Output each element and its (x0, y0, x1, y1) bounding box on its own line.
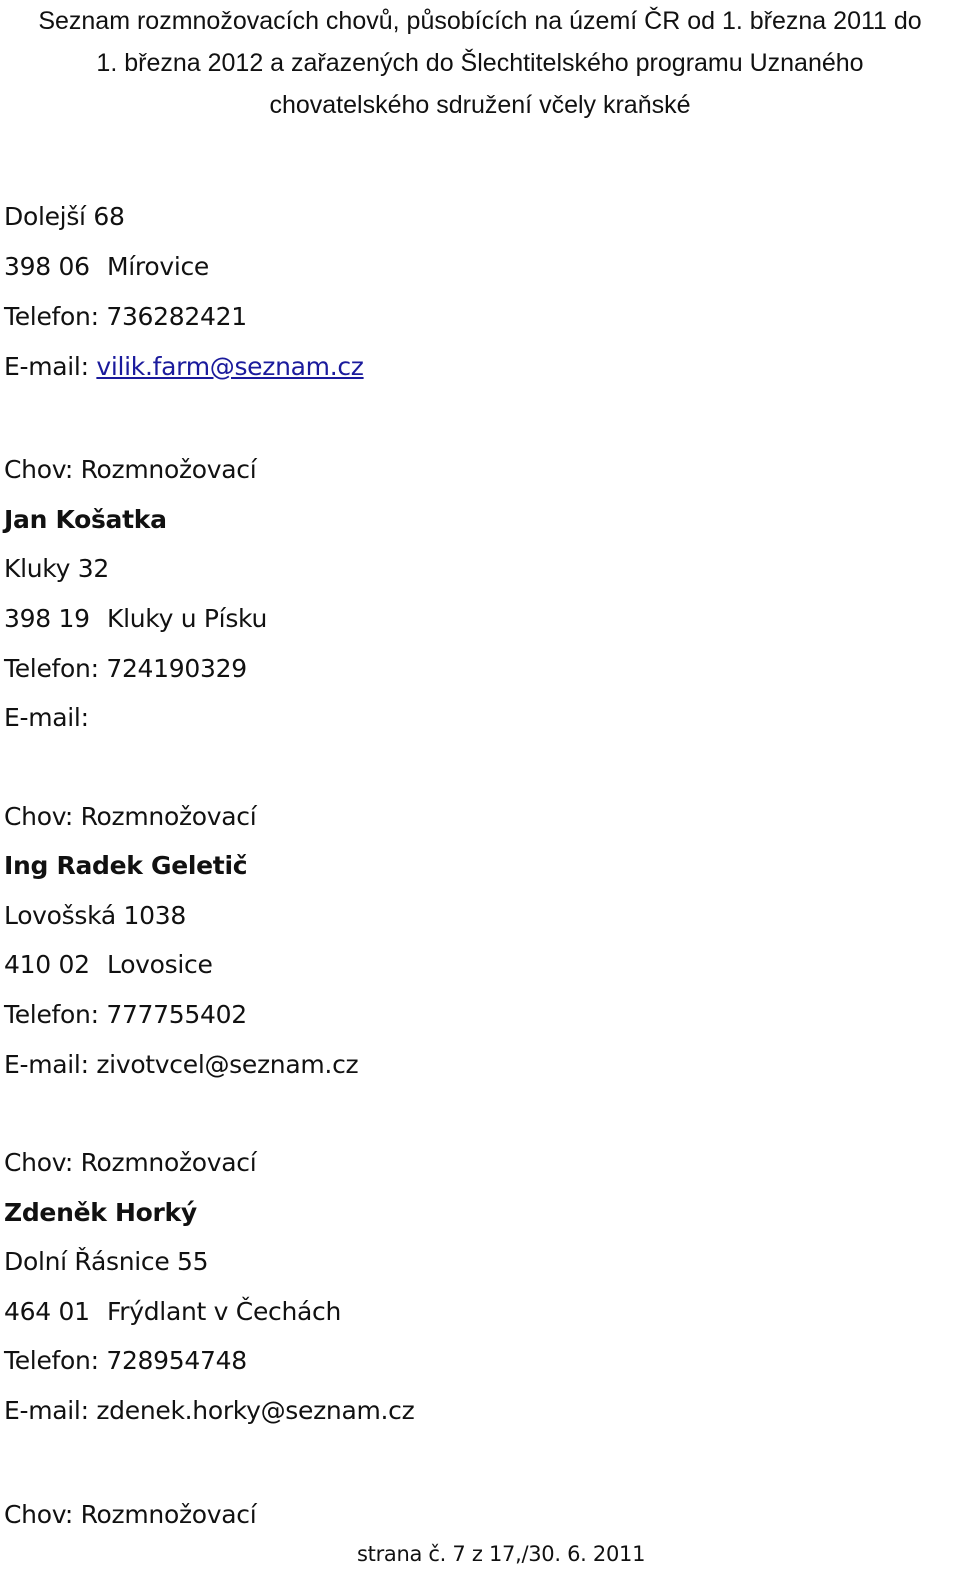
entry3-zip: 464 01 (4, 1297, 90, 1326)
entry1-city: Kluky u Písku (107, 604, 268, 633)
entry1-email-label: E-mail: (4, 703, 89, 732)
entry2-phone: Telefon: 777755402 (4, 1000, 247, 1029)
page-footer: strana č. 7 z 17,/30. 6. 2011 (357, 1542, 646, 1566)
entry3-phone: Telefon: 728954748 (4, 1346, 247, 1375)
entry0-email-label: E-mail: (4, 352, 89, 381)
entry1-zip: 398 19 (4, 604, 90, 633)
entry2-city: Lovosice (107, 950, 213, 979)
entry0-address (4, 252, 209, 281)
entry0-street: Dolejší 68 (4, 202, 125, 231)
entry3-city: Frýdlant v Čechách (107, 1297, 342, 1326)
entry2-zip: 410 02 (4, 950, 90, 979)
title-line-2: 1. března 2012 a zařazených do Šlechtitelského programu Uznaného (96, 49, 864, 77)
entry1-address (4, 604, 267, 633)
entry0-email-link[interactable]: vilik.farm@seznam.cz (96, 352, 364, 381)
entry3-address (4, 1297, 341, 1326)
title-line-3: chovatelského sdružení včely kraňské (269, 91, 691, 119)
entry2-street: Lovošská 1038 (4, 901, 186, 930)
entry0-city: Mírovice (107, 252, 210, 281)
entry1-phone: Telefon: 724190329 (4, 654, 247, 683)
entry2-address (4, 950, 213, 979)
entry1-street: Kluky 32 (4, 554, 109, 583)
entry2-email: E-mail: zivotvcel@seznam.cz (4, 1050, 359, 1079)
entry2-name: Ing Radek Geletič (4, 851, 248, 880)
document-title (0, 0, 960, 126)
entry3-email: E-mail: zdenek.horky@seznam.cz (4, 1396, 415, 1425)
entry3-name: Zdeněk Horký (4, 1198, 197, 1227)
title-line-1: Seznam rozmnožovacích chovů, působících na území ČR od 1. března 2011 do (38, 7, 922, 35)
entry0-zip: 398 06 (4, 252, 90, 281)
entry0-phone: Telefon: 736282421 (4, 302, 247, 331)
entry1-type: Chov: Rozmnožovací (4, 455, 257, 484)
entry3-street: Dolní Řásnice 55 (4, 1247, 209, 1276)
entry1-name: Jan Košatka (4, 505, 167, 534)
entry3-type: Chov: Rozmnožovací (4, 1148, 257, 1177)
entry4-type: Chov: Rozmnožovací (4, 1500, 257, 1529)
entry2-type: Chov: Rozmnožovací (4, 802, 257, 831)
entry0-email-row (4, 352, 364, 381)
